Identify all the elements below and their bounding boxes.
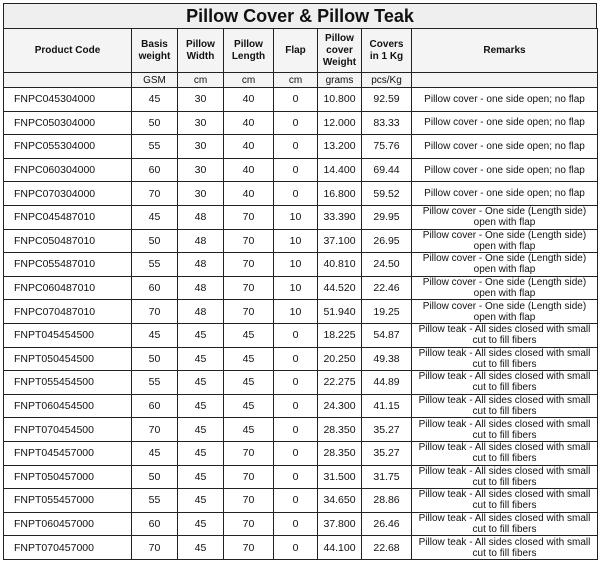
flap-cell: 0	[274, 394, 318, 418]
header-pillow-cover-weight: Pillow cover Weight	[318, 29, 362, 73]
covers-per-kg-cell: 28.86	[362, 489, 412, 513]
pillow-width-cell: 48	[178, 276, 224, 300]
basis-weight-cell: 55	[132, 489, 178, 513]
flap-cell: 0	[274, 111, 318, 135]
flap-cell: 10	[274, 229, 318, 253]
covers-per-kg-cell: 22.46	[362, 276, 412, 300]
basis-weight-cell: 60	[132, 276, 178, 300]
table-row	[4, 300, 598, 324]
product-code-cell: FNPT045454500	[4, 323, 132, 347]
covers-per-kg-cell: 54.87	[362, 323, 412, 347]
pillow-width-cell: 30	[178, 182, 224, 206]
remarks-cell: Pillow teak - All sides closed with small cut to fill fibers	[412, 489, 598, 513]
flap-cell: 10	[274, 300, 318, 324]
covers-per-kg-cell: 29.95	[362, 205, 412, 229]
pillow-width-cell: 30	[178, 135, 224, 159]
cover-weight-cell: 37.100	[318, 229, 362, 253]
covers-per-kg-cell: 41.15	[362, 394, 412, 418]
pillow-length-cell: 70	[224, 276, 274, 300]
remarks-cell: Pillow teak - All sides closed with small cut to fill fibers	[412, 323, 598, 347]
flap-cell: 10	[274, 205, 318, 229]
pillow-length-cell: 45	[224, 371, 274, 395]
pillow-width-cell: 45	[178, 323, 224, 347]
pillow-width-cell: 45	[178, 465, 224, 489]
remarks-cell: Pillow teak - All sides closed with small cut to fill fibers	[412, 441, 598, 465]
covers-per-kg-cell: 24.50	[362, 253, 412, 277]
header-flap: Flap	[274, 29, 318, 73]
covers-per-kg-cell: 26.95	[362, 229, 412, 253]
pillow-length-cell: 70	[224, 512, 274, 536]
flap-cell: 0	[274, 418, 318, 442]
remarks-cell: Pillow teak - All sides closed with small cut to fill fibers	[412, 465, 598, 489]
header-remarks: Remarks	[412, 29, 598, 73]
flap-cell: 0	[274, 323, 318, 347]
table-row	[4, 182, 598, 206]
cover-weight-cell: 12.000	[318, 111, 362, 135]
unit-cell: cm	[224, 73, 274, 88]
cover-weight-cell: 31.500	[318, 465, 362, 489]
pillow-length-cell: 45	[224, 418, 274, 442]
product-code-cell: FNPT060457000	[4, 512, 132, 536]
table-row	[4, 441, 598, 465]
pillow-length-cell: 40	[224, 88, 274, 112]
table-row	[4, 229, 598, 253]
pillow-width-cell: 30	[178, 158, 224, 182]
covers-per-kg-cell: 49.38	[362, 347, 412, 371]
product-code-cell: FNPT050454500	[4, 347, 132, 371]
pillow-length-cell: 70	[224, 441, 274, 465]
pillow-length-cell: 70	[224, 465, 274, 489]
basis-weight-cell: 60	[132, 158, 178, 182]
basis-weight-cell: 70	[132, 300, 178, 324]
covers-per-kg-cell: 35.27	[362, 441, 412, 465]
basis-weight-cell: 45	[132, 205, 178, 229]
covers-per-kg-cell: 31.75	[362, 465, 412, 489]
pillow-length-cell: 70	[224, 253, 274, 277]
cover-weight-cell: 24.300	[318, 394, 362, 418]
flap-cell: 10	[274, 253, 318, 277]
flap-cell: 0	[274, 536, 318, 560]
cover-weight-cell: 14.400	[318, 158, 362, 182]
pillow-length-cell: 45	[224, 394, 274, 418]
basis-weight-cell: 55	[132, 135, 178, 159]
pillow-width-cell: 48	[178, 229, 224, 253]
basis-weight-cell: 50	[132, 347, 178, 371]
basis-weight-cell: 70	[132, 182, 178, 206]
product-code-cell: FNPC050304000	[4, 111, 132, 135]
unit-cell: cm	[274, 73, 318, 88]
header-row	[4, 29, 598, 73]
cover-weight-cell: 40.810	[318, 253, 362, 277]
cover-weight-cell: 37.800	[318, 512, 362, 536]
cover-weight-cell: 51.940	[318, 300, 362, 324]
pillow-length-cell: 40	[224, 158, 274, 182]
product-code-cell: FNPC070304000	[4, 182, 132, 206]
pillow-width-cell: 48	[178, 253, 224, 277]
cover-weight-cell: 44.100	[318, 536, 362, 560]
cover-weight-cell: 28.350	[318, 441, 362, 465]
table-row	[4, 465, 598, 489]
table-row	[4, 371, 598, 395]
table-row	[4, 323, 598, 347]
cover-weight-cell: 44.520	[318, 276, 362, 300]
product-code-cell: FNPT070457000	[4, 536, 132, 560]
pillow-width-cell: 45	[178, 418, 224, 442]
basis-weight-cell: 45	[132, 323, 178, 347]
basis-weight-cell: 70	[132, 536, 178, 560]
table-body	[4, 88, 598, 560]
covers-per-kg-cell: 35.27	[362, 418, 412, 442]
pillow-length-cell: 70	[224, 205, 274, 229]
pillow-width-cell: 48	[178, 205, 224, 229]
remarks-cell: Pillow cover - one side open; no flap	[412, 88, 598, 112]
flap-cell: 0	[274, 371, 318, 395]
pillow-width-cell: 48	[178, 300, 224, 324]
cover-weight-cell: 18.225	[318, 323, 362, 347]
cover-weight-cell: 13.200	[318, 135, 362, 159]
table-row	[4, 158, 598, 182]
flap-cell: 0	[274, 158, 318, 182]
covers-per-kg-cell: 75.76	[362, 135, 412, 159]
product-code-cell: FNPC045487010	[4, 205, 132, 229]
table-row	[4, 111, 598, 135]
product-code-cell: FNPC060487010	[4, 276, 132, 300]
product-code-cell: FNPC055304000	[4, 135, 132, 159]
pillow-length-cell: 70	[224, 300, 274, 324]
pillow-length-cell: 70	[224, 489, 274, 513]
product-code-cell: FNPT050457000	[4, 465, 132, 489]
covers-per-kg-cell: 26.46	[362, 512, 412, 536]
pillow-width-cell: 45	[178, 441, 224, 465]
covers-per-kg-cell: 83.33	[362, 111, 412, 135]
covers-per-kg-cell: 44.89	[362, 371, 412, 395]
product-code-cell: FNPT055457000	[4, 489, 132, 513]
table-row	[4, 536, 598, 560]
flap-cell: 0	[274, 489, 318, 513]
unit-cell	[412, 73, 598, 88]
remarks-cell: Pillow cover - One side (Length side) open with flap	[412, 229, 598, 253]
remarks-cell: Pillow teak - All sides closed with small cut to fill fibers	[412, 418, 598, 442]
remarks-cell: Pillow teak - All sides closed with small cut to fill fibers	[412, 536, 598, 560]
table-row	[4, 205, 598, 229]
remarks-cell: Pillow teak - All sides closed with small cut to fill fibers	[412, 394, 598, 418]
remarks-cell: Pillow cover - One side (Length side) open with flap	[412, 205, 598, 229]
remarks-cell: Pillow cover - One side (Length side) open with flap	[412, 253, 598, 277]
remarks-cell: Pillow teak - All sides closed with small cut to fill fibers	[412, 512, 598, 536]
basis-weight-cell: 50	[132, 229, 178, 253]
remarks-cell: Pillow cover - One side (Length side) open with flap	[412, 276, 598, 300]
table-row	[4, 135, 598, 159]
remarks-cell: Pillow cover - one side open; no flap	[412, 158, 598, 182]
basis-weight-cell: 45	[132, 88, 178, 112]
unit-cell: GSM	[132, 73, 178, 88]
cover-weight-cell: 16.800	[318, 182, 362, 206]
pillow-width-cell: 45	[178, 394, 224, 418]
remarks-cell: Pillow cover - one side open; no flap	[412, 111, 598, 135]
covers-per-kg-cell: 92.59	[362, 88, 412, 112]
unit-cell	[4, 73, 132, 88]
covers-per-kg-cell: 19.25	[362, 300, 412, 324]
flap-cell: 0	[274, 441, 318, 465]
product-code-cell: FNPT070454500	[4, 418, 132, 442]
pillow-width-cell: 45	[178, 371, 224, 395]
table-row	[4, 347, 598, 371]
header-pillow-length: Pillow Length	[224, 29, 274, 73]
cover-weight-cell: 20.250	[318, 347, 362, 371]
flap-cell: 0	[274, 88, 318, 112]
unit-cell: grams	[318, 73, 362, 88]
product-code-cell: FNPC045304000	[4, 88, 132, 112]
covers-per-kg-cell: 22.68	[362, 536, 412, 560]
header-covers-per-kg: Covers in 1 Kg	[362, 29, 412, 73]
remarks-cell: Pillow teak - All sides closed with small cut to fill fibers	[412, 371, 598, 395]
product-code-cell: FNPC055487010	[4, 253, 132, 277]
units-row	[4, 73, 598, 88]
cover-weight-cell: 22.275	[318, 371, 362, 395]
covers-per-kg-cell: 69.44	[362, 158, 412, 182]
pillow-length-cell: 40	[224, 182, 274, 206]
basis-weight-cell: 55	[132, 253, 178, 277]
remarks-cell: Pillow teak - All sides closed with small cut to fill fibers	[412, 347, 598, 371]
pillow-spec-sheet	[3, 3, 597, 560]
header-pillow-width: Pillow Width	[178, 29, 224, 73]
product-code-cell: FNPT060454500	[4, 394, 132, 418]
header-product-code: Product Code	[4, 29, 132, 73]
pillow-length-cell: 45	[224, 347, 274, 371]
table-row	[4, 418, 598, 442]
pillow-length-cell: 45	[224, 323, 274, 347]
pillow-width-cell: 45	[178, 536, 224, 560]
page-title: Pillow Cover & Pillow Teak	[3, 3, 597, 28]
unit-cell: cm	[178, 73, 224, 88]
table-row	[4, 489, 598, 513]
product-code-cell: FNPC070487010	[4, 300, 132, 324]
cover-weight-cell: 34.650	[318, 489, 362, 513]
basis-weight-cell: 60	[132, 394, 178, 418]
remarks-cell: Pillow cover - One side (Length side) open with flap	[412, 300, 598, 324]
remarks-cell: Pillow cover - one side open; no flap	[412, 135, 598, 159]
pillow-width-cell: 30	[178, 111, 224, 135]
basis-weight-cell: 45	[132, 441, 178, 465]
pillow-width-cell: 30	[178, 88, 224, 112]
unit-cell: pcs/Kg	[362, 73, 412, 88]
table-row	[4, 88, 598, 112]
flap-cell: 0	[274, 512, 318, 536]
basis-weight-cell: 55	[132, 371, 178, 395]
basis-weight-cell: 50	[132, 465, 178, 489]
flap-cell: 0	[274, 465, 318, 489]
flap-cell: 0	[274, 182, 318, 206]
table-row	[4, 253, 598, 277]
cover-weight-cell: 33.390	[318, 205, 362, 229]
flap-cell: 0	[274, 347, 318, 371]
cover-weight-cell: 28.350	[318, 418, 362, 442]
covers-per-kg-cell: 59.52	[362, 182, 412, 206]
pillow-length-cell: 40	[224, 111, 274, 135]
flap-cell: 10	[274, 276, 318, 300]
flap-cell: 0	[274, 135, 318, 159]
remarks-cell: Pillow cover - one side open; no flap	[412, 182, 598, 206]
pillow-width-cell: 45	[178, 512, 224, 536]
spec-table	[3, 28, 598, 560]
product-code-cell: FNPC050487010	[4, 229, 132, 253]
header-basis-weight: Basis weight	[132, 29, 178, 73]
basis-weight-cell: 50	[132, 111, 178, 135]
pillow-width-cell: 45	[178, 347, 224, 371]
pillow-width-cell: 45	[178, 489, 224, 513]
table-row	[4, 512, 598, 536]
product-code-cell: FNPT045457000	[4, 441, 132, 465]
pillow-length-cell: 40	[224, 135, 274, 159]
pillow-length-cell: 70	[224, 536, 274, 560]
basis-weight-cell: 70	[132, 418, 178, 442]
table-row	[4, 394, 598, 418]
product-code-cell: FNPC060304000	[4, 158, 132, 182]
basis-weight-cell: 60	[132, 512, 178, 536]
table-row	[4, 276, 598, 300]
pillow-length-cell: 70	[224, 229, 274, 253]
product-code-cell: FNPT055454500	[4, 371, 132, 395]
cover-weight-cell: 10.800	[318, 88, 362, 112]
